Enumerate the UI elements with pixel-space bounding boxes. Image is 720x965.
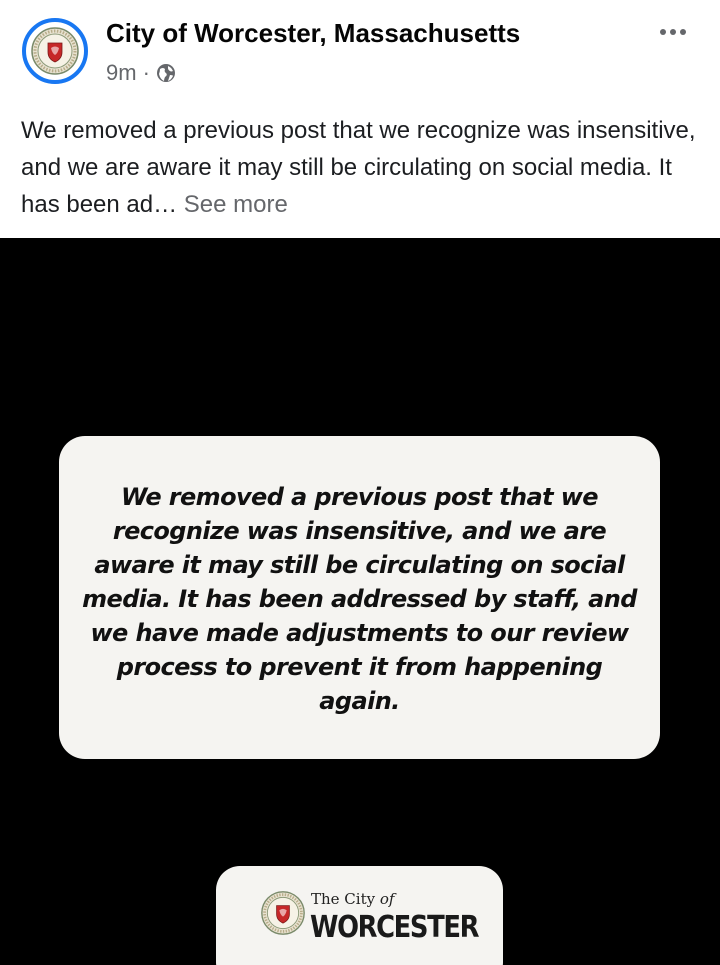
more-dot bbox=[670, 29, 676, 35]
post-meta bbox=[106, 60, 176, 86]
post-image[interactable] bbox=[0, 238, 720, 965]
post-header bbox=[0, 0, 720, 100]
page-avatar[interactable] bbox=[22, 18, 88, 84]
more-dot bbox=[660, 29, 666, 35]
globe-icon bbox=[156, 63, 176, 83]
post-timestamp[interactable]: 9m bbox=[106, 60, 137, 85]
logo-subtitle bbox=[311, 890, 394, 908]
statement-card bbox=[59, 436, 660, 759]
logo-subtitle-prefix: The City bbox=[311, 890, 380, 908]
page-name[interactable]: City of Worcester, Massachusetts bbox=[106, 18, 521, 48]
post-caption bbox=[21, 112, 701, 223]
city-seal-logo bbox=[260, 890, 306, 936]
city-seal-icon bbox=[30, 26, 80, 76]
logo-wordmark: WORCESTER bbox=[310, 910, 479, 945]
more-options-button[interactable] bbox=[656, 20, 690, 44]
city-logo-card bbox=[216, 866, 503, 965]
caption-text: We removed a previous post that we recognize was insensitive, and we are aware it may still be circulating on social media. It has been ad… bbox=[21, 117, 696, 218]
logo-subtitle-italic: of bbox=[379, 890, 395, 908]
more-dot bbox=[680, 29, 686, 35]
see-more-link[interactable]: See more bbox=[183, 191, 288, 218]
meta-separator: · bbox=[142, 60, 150, 85]
statement-text: We removed a previous post that we recognize was insensitive, and we are aware it may still be circulating on social media. It has been addressed by staff, and we have made adjustments to our review process to prevent it from happening again. bbox=[82, 483, 637, 715]
